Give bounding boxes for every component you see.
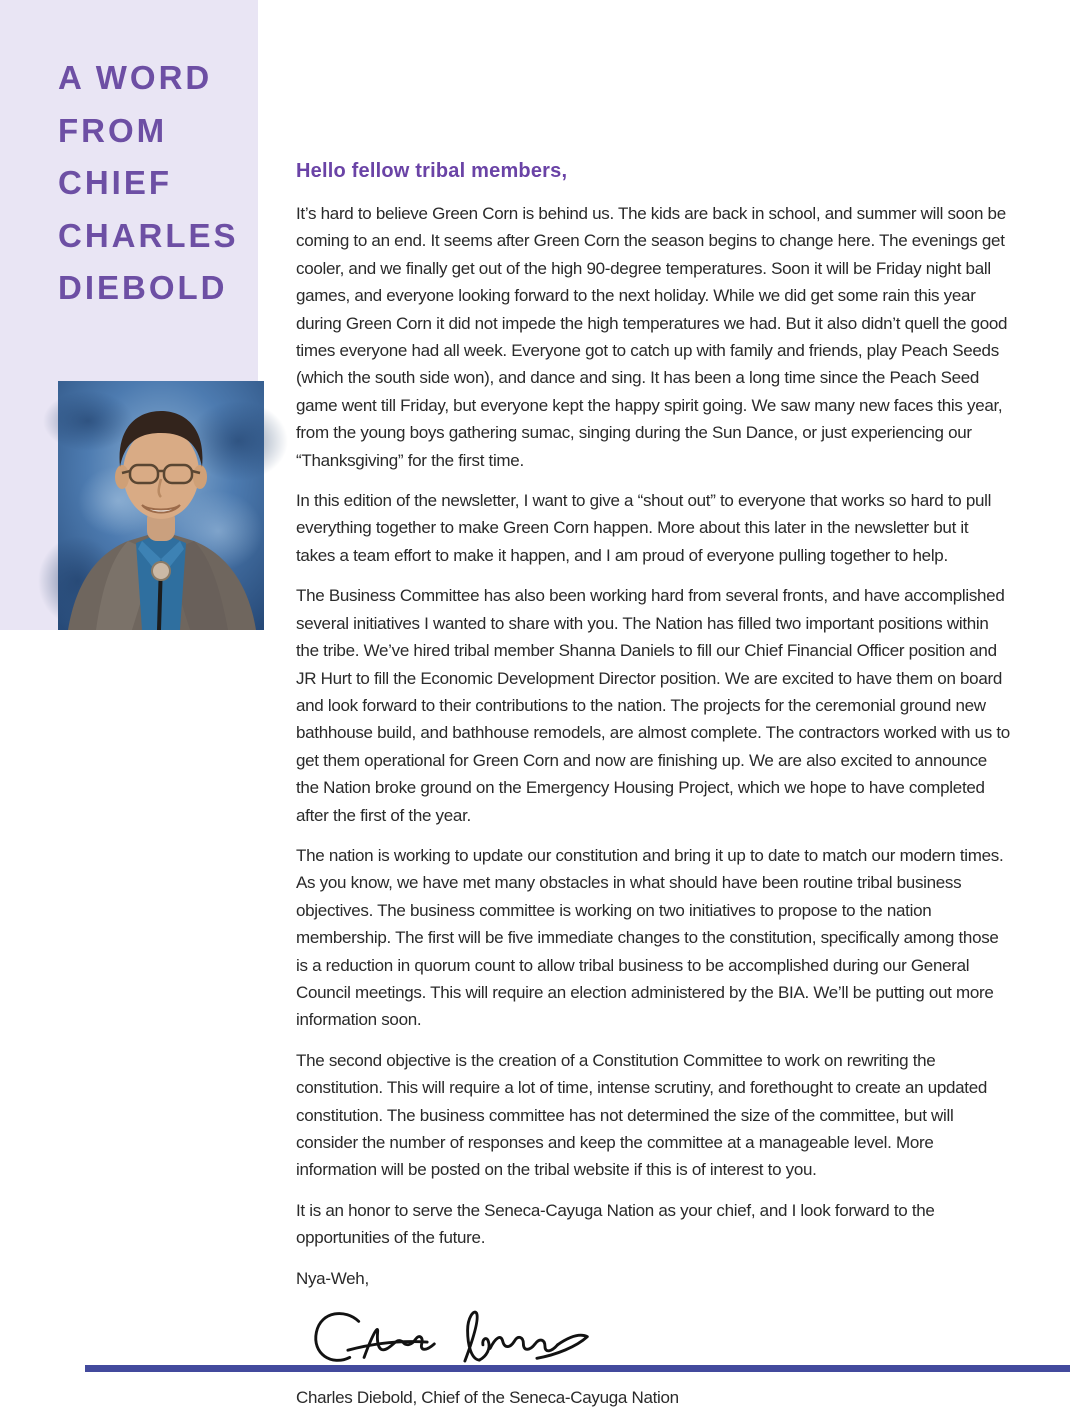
letter-paragraph: The second objective is the creation of a Constitution Committee to work on rewriting the constitution. This will require a lot of time, intense scrutiny, and forethought to create an updated constitution. The business committee has not determined the size of the committee, but will consider the number of responses and keep the committee at a manageable level. More information will be posted on the tribal website if this is of interest to you. [296, 1050, 988, 1180]
chief-portrait-photo [58, 381, 264, 630]
page-title [58, 52, 239, 315]
page-title-line: DIEBOLD [58, 269, 228, 306]
page-title-line: CHARLES [58, 216, 239, 254]
letter-paragraph: It is an honor to serve the Seneca-Cayuga Nation as your chief, and I look forward to the opportunities of the future. [296, 1200, 935, 1248]
letter-body [296, 160, 1010, 1424]
signature-caption: Charles Diebold, Chief of the Seneca-Cayuga Nation [296, 1388, 679, 1408]
letter-closing: Nya-Weh, [296, 1268, 369, 1288]
letter-greeting: Hello fellow tribal members, [296, 160, 568, 182]
letter-paragraph: The Business Committee has also been working hard from several fronts, and have accomplished several initiatives I wanted to share with you. The Nation has filled two important positions within the tribe. We’ve hired tribal member Shanna Daniels to fill our Chief Financial Officer position and JR Hurt to fill the Economic Development Director position. We are excited to have them on board and look forward to their contributions to the nation. The projects for the ceremonial ground new bathhouse build, and bathhouse remodels, are almost complete. The contractors worked with us to get them operational for Green Corn and now are finishing up. We are also excited to announce the Nation broke ground on the Emergency Housing Project, which we hope to have completed after the first of the year. [296, 586, 1010, 825]
page-title-line: A WORD [58, 59, 213, 96]
page-title-line: FROM [58, 111, 168, 149]
letter-paragraph: In this edition of the newsletter, I want to give a “shout out” to everyone that works so hard to pull everything together to make Green Corn happen. More about this later in the newsletter but it takes a team effort to make it happen, and I am proud of everyone pulling together to help. [296, 491, 992, 565]
footer-accent-bar [85, 1365, 1070, 1372]
page-title-line: CHIEF [58, 164, 172, 201]
letter-paragraph: The nation is working to update our constitution and bring it up to date to match our modern times. As you know, we have met many obstacles in what should have been routine tribal business objectives. The business committee is working on two initiatives to propose to the nation membership. The first will be five immediate changes to the constitution, specifically among those is a reduction in quorum count to allow tribal business to be accomplished during our General Council meetings. This will require an election administered by the BIA. We’ll be putting out more information soon. [296, 845, 1004, 1030]
letter-paragraph: It’s hard to believe Green Corn is behind us. The kids are back in school, and summer will soon be coming to an end. It seems after Green Corn the season begins to change here. The evenings get cooler, and we finally get out of the high 90-degree temperatures. Soon it will be Friday night ball games, and everyone looking forward to the next holiday. While we did get some rain this year during Green Corn it did not impede the high temperatures we had. But it also didn’t quell the good times everyone had all week. Everyone got to catch up with family and friends, play Peach Seeds (which the south side won), and dance and sing. It has been a long time since the Peach Seed game went till Friday, but everyone kept the happy spirit going. We saw many new faces this year, from the young boys gathering sumac, singing during the Sun Dance, or just experiencing our “Thanksgiving” for the first time. [296, 204, 1008, 470]
